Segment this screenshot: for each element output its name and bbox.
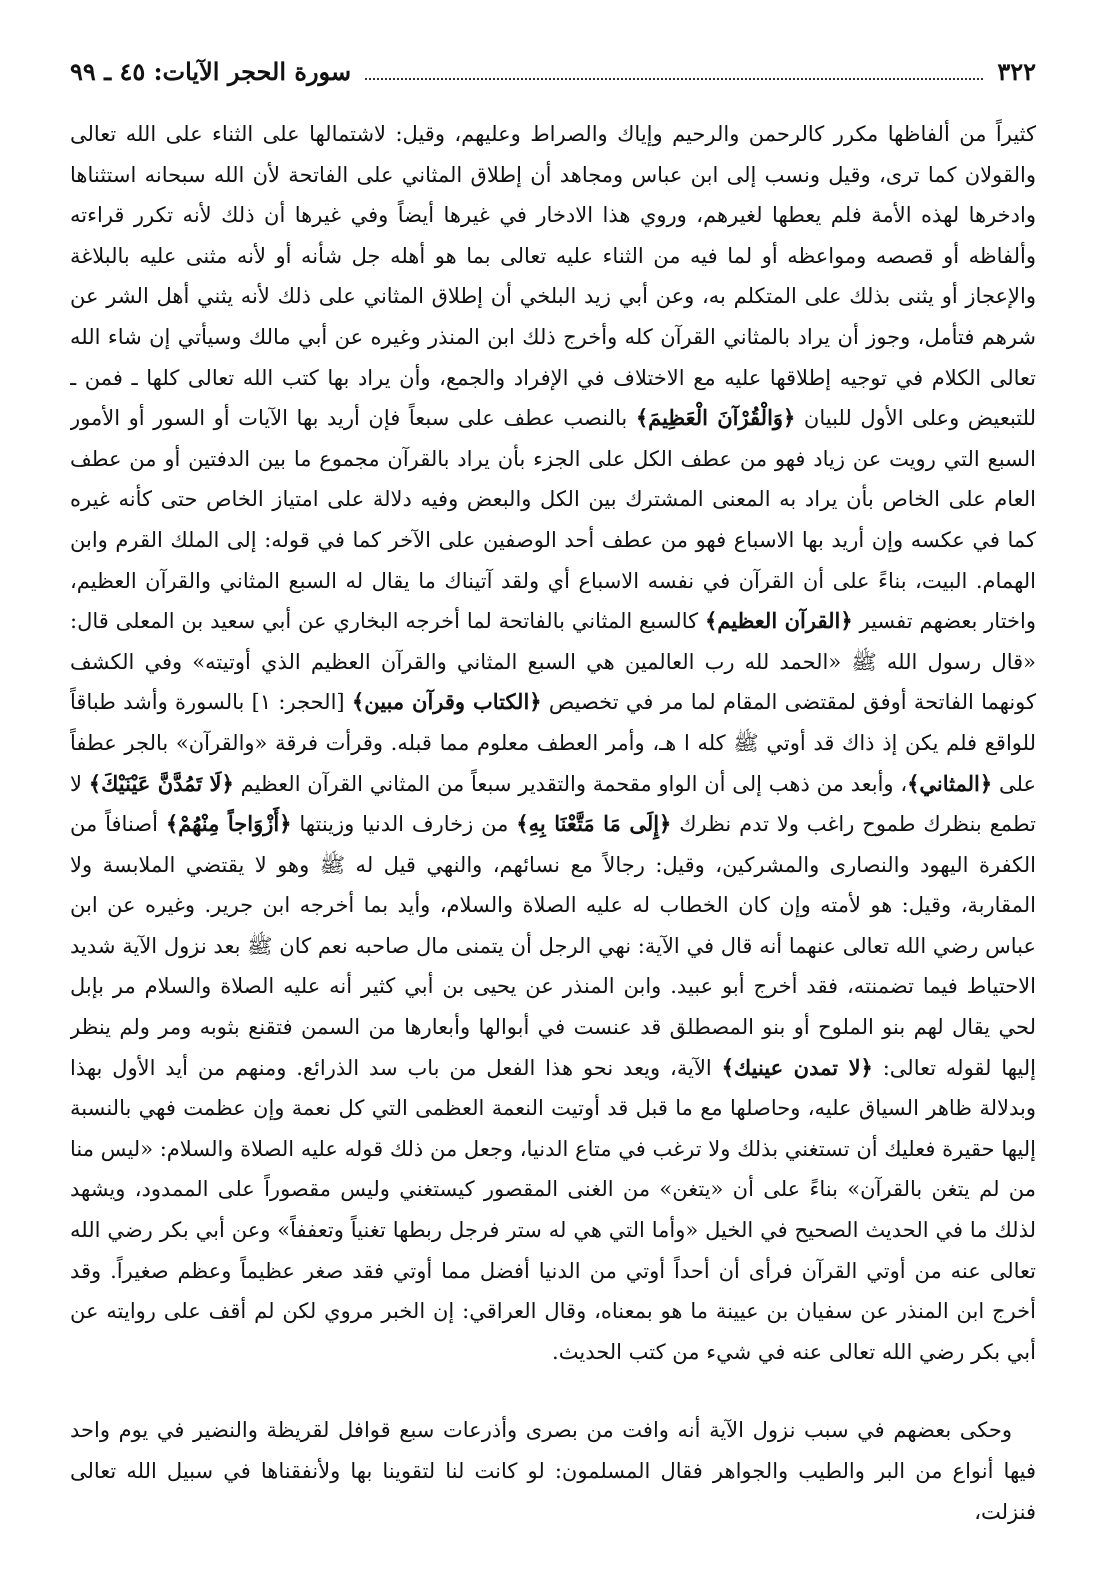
text-segment: كالسبع المثاني بالفاتحة لما أخرجه البخاري عن أبي سعيد بن المعلى قال: «قال رسول الله ﷺ «الحمد لله رب العالمين هي السبع المثاني والقرآن العظيم الذي أوتيته» وفي الكشف كونهما الفاتحة أوفق لمقتضى المقام لما مر في تخصيص: [70, 609, 1036, 715]
quran-verse-quote: ﴿وَالْقُرْآنَ الْعَظِيمَ﴾: [635, 405, 796, 431]
text-segment: أصنافاً من الكفرة اليهود والنصارى والمشركين، وقيل: رجالاً مع نسائهم، والنهي قيل له ﷺ وهو لا يقتضي الملابسة ولا المقاربة، وقيل: هو لأمته وإن كان الخطاب له عليه الصلاة والسلام، وأيد بما أخرجه ابن جرير. وغيره عن ابن عباس رضي الله تعالى عنهما أنه قال في الآية: نهي الرجل أن يتمنى مال صاحبه نعم كان ﷺ بعد نزول الآية شديد الاحتياط فيما تضمنته، فقد أخرج أبو عبيد. وابن المنذر عن يحيى بن أبي كثير أنه عليه الصلاة والسلام مر بإبل لحي يقال لهم بنو الملوح أو بنو المصطلق قد عنست في أبوالها وأبعارها من السمن فتقنع بثوبه ومر ولم ينظر إليها لقوله تعالى:: [70, 812, 1036, 1080]
text-segment: من زخارف الدنيا وزينتها: [299, 812, 509, 837]
page-header: [70, 52, 1036, 92]
paragraph-commentary: [70, 114, 1036, 1372]
text-segment: لا تطمع بنظرك طموح راغب ولا تدم نظرك: [70, 771, 1036, 837]
body-text: [70, 114, 1036, 1532]
text-segment: بالنصب عطف على سبعاً فإن أريد بها الآيات أو السور أو الأمور السبع التي رويت عن زياد فهو من عطف الكل على الجزء بأن يراد بالقرآن مجموع ما بين الدفتين أو من عطف العام على الخاص بأن يراد به المعنى المشترك بين الكل والبعض وفيه دلالة على امتياز الخاص حتى كأنه غيره كما في عكسه وإن أريد بها الاسباع فهو من عطف أحد الوصفين على الآخر كما في قوله: إلى الملك القرم وابن الهمام. البيت، بناءً على أن القرآن في نفسه الاسباع أي ولقد آتيناك ما يقال له السبع المثاني والقرآن العظيم، واختار بعضهم تفسير: [70, 406, 1036, 634]
quran-verse-quote: ﴿القرآن العظيم﴾: [704, 608, 853, 634]
quran-verse-quote: ﴿الكتاب وقرآن مبين﴾: [351, 689, 542, 715]
header-dotted-leader: [365, 56, 983, 80]
text-segment: الآية، ويعد نحو هذا الفعل من باب سد الذرائع. ومنهم من أيد الأول بهذا وبدلالة ظاهر السياق عليه، وحاصلها مع ما قبل قد أوتيت النعمة العظمى التي كل نعمة وإن عظمت فهي بالنسبة إليها حقيرة فعليك أن تستغني بذلك ولا ترغب في متاع الدنيا، وجعل من ذلك قوله عليه الصلاة والسلام: «ليس منا من لم يتغن بالقرآن» بناءً على أن «يتغن» من الغنى المقصور كيستغني وليس مقصوراً على الممدود، ويشهد لذلك ما في الحديث الصحيح في الخيل «وأما التي هي له ستر فرجل ربطها تغنياً وتعففاً» وعن أبي بكر رضي الله تعالى عنه من أوتي القرآن فرأى أن أحداً أوتي من الدنيا أفضل مما أوتي فقد صغر عظيماً وعظم صغيراً. وقد أخرج ابن المنذر عن سفيان بن عيينة ما هو بمعناه، وقال العراقي: إن الخبر مروي لكن لم أقف على روايته عن أبي بكر رضي الله تعالى عنه في شيء من كتب الحديث.: [70, 1055, 1036, 1364]
quran-verse-quote: ﴿أَزْوَاجاً مِنْهُمْ﴾: [165, 811, 292, 837]
quran-verse-quote: ﴿لَا تَمُدَّنَّ عَيْنَيْكَ﴾: [88, 770, 234, 796]
running-title: سورة الحجر الآيات: ٤٥ ـ ٩٩: [70, 57, 352, 86]
quran-verse-quote: ﴿إِلَى مَا مَتَّعْنَا بِهِ﴾: [516, 811, 672, 837]
text-segment: ، وأبعد من ذهب إلى أن الواو مقحمة والتقدير سبعاً من المثاني القرآن العظيم: [240, 771, 908, 796]
paragraph-revelation-cause: وحكى بعضهم في سبب نزول الآية أنه وافت من بصرى وأذرعات سبع قوافل لقريظة والنضير في يوم واحد فيها أنواع من البر والطيب والجواهر فقال المسلمون: لو كانت لنا لتقوينا بها ولأنفقناها في سبيل الله تعالى فنزلت،: [70, 1418, 1036, 1524]
text-segment: [الحجر: ١] بالسورة وأشد طباقاً للواقع فلم يكن إذ ذاك قد أوتي ﷺ كله ا هـ، وأمر العطف معلوم مما قبله. وقرأت فرقة «والقرآن» بالجر عطفاً على: [70, 690, 1036, 796]
text-segment: كثيراً من ألفاظها مكرر كالرحمن والرحيم وإياك والصراط وعليهم، وقيل: لاشتمالها على الثناء على الله تعالى والقولان كما ترى، وقيل ونسب إلى ابن عباس ومجاهد أن إطلاق المثاني على الفاتحة لأن الله سبحانه استثناها وادخرها لهذه الأمة فلم يعطها لغيرهم، وروي هذا الادخار في غيرها أيضاً وفي غيرها أن ذلك لأنه تكرر قراءته وألفاظه أو قصصه ومواعظه أو لما فيه من الثناء عليه تعالى بما هو أهله جل شأنه أو لأنه مثنى عليه بالبلاغة والإعجاز أو يثنى بذلك على المتكلم به، وعن أبي زيد البلخي أن إطلاق المثاني على ذلك لأنه يثني أهل الشر عن شرهم فتأمل، وجوز أن يراد بالمثاني القرآن كله وأخرج ذلك ابن المنذر وغيره عن أبي مالك وسيأتي إن شاء الله تعالى الكلام في توجيه إطلاقها عليه مع الاختلاف في الإفراد والجمع، وأن يراد بها كتب الله تعالى كلها ـ فمن ـ للتبعيض وعلى الأول للبيان: [70, 122, 1036, 431]
quran-verse-quote: ﴿المثاني﴾: [907, 770, 993, 796]
quran-verse-quote: ﴿لا تمدن عينيك﴾: [721, 1054, 873, 1080]
page-number: ٣٢٢: [997, 57, 1036, 86]
page: [70, 52, 1036, 1532]
